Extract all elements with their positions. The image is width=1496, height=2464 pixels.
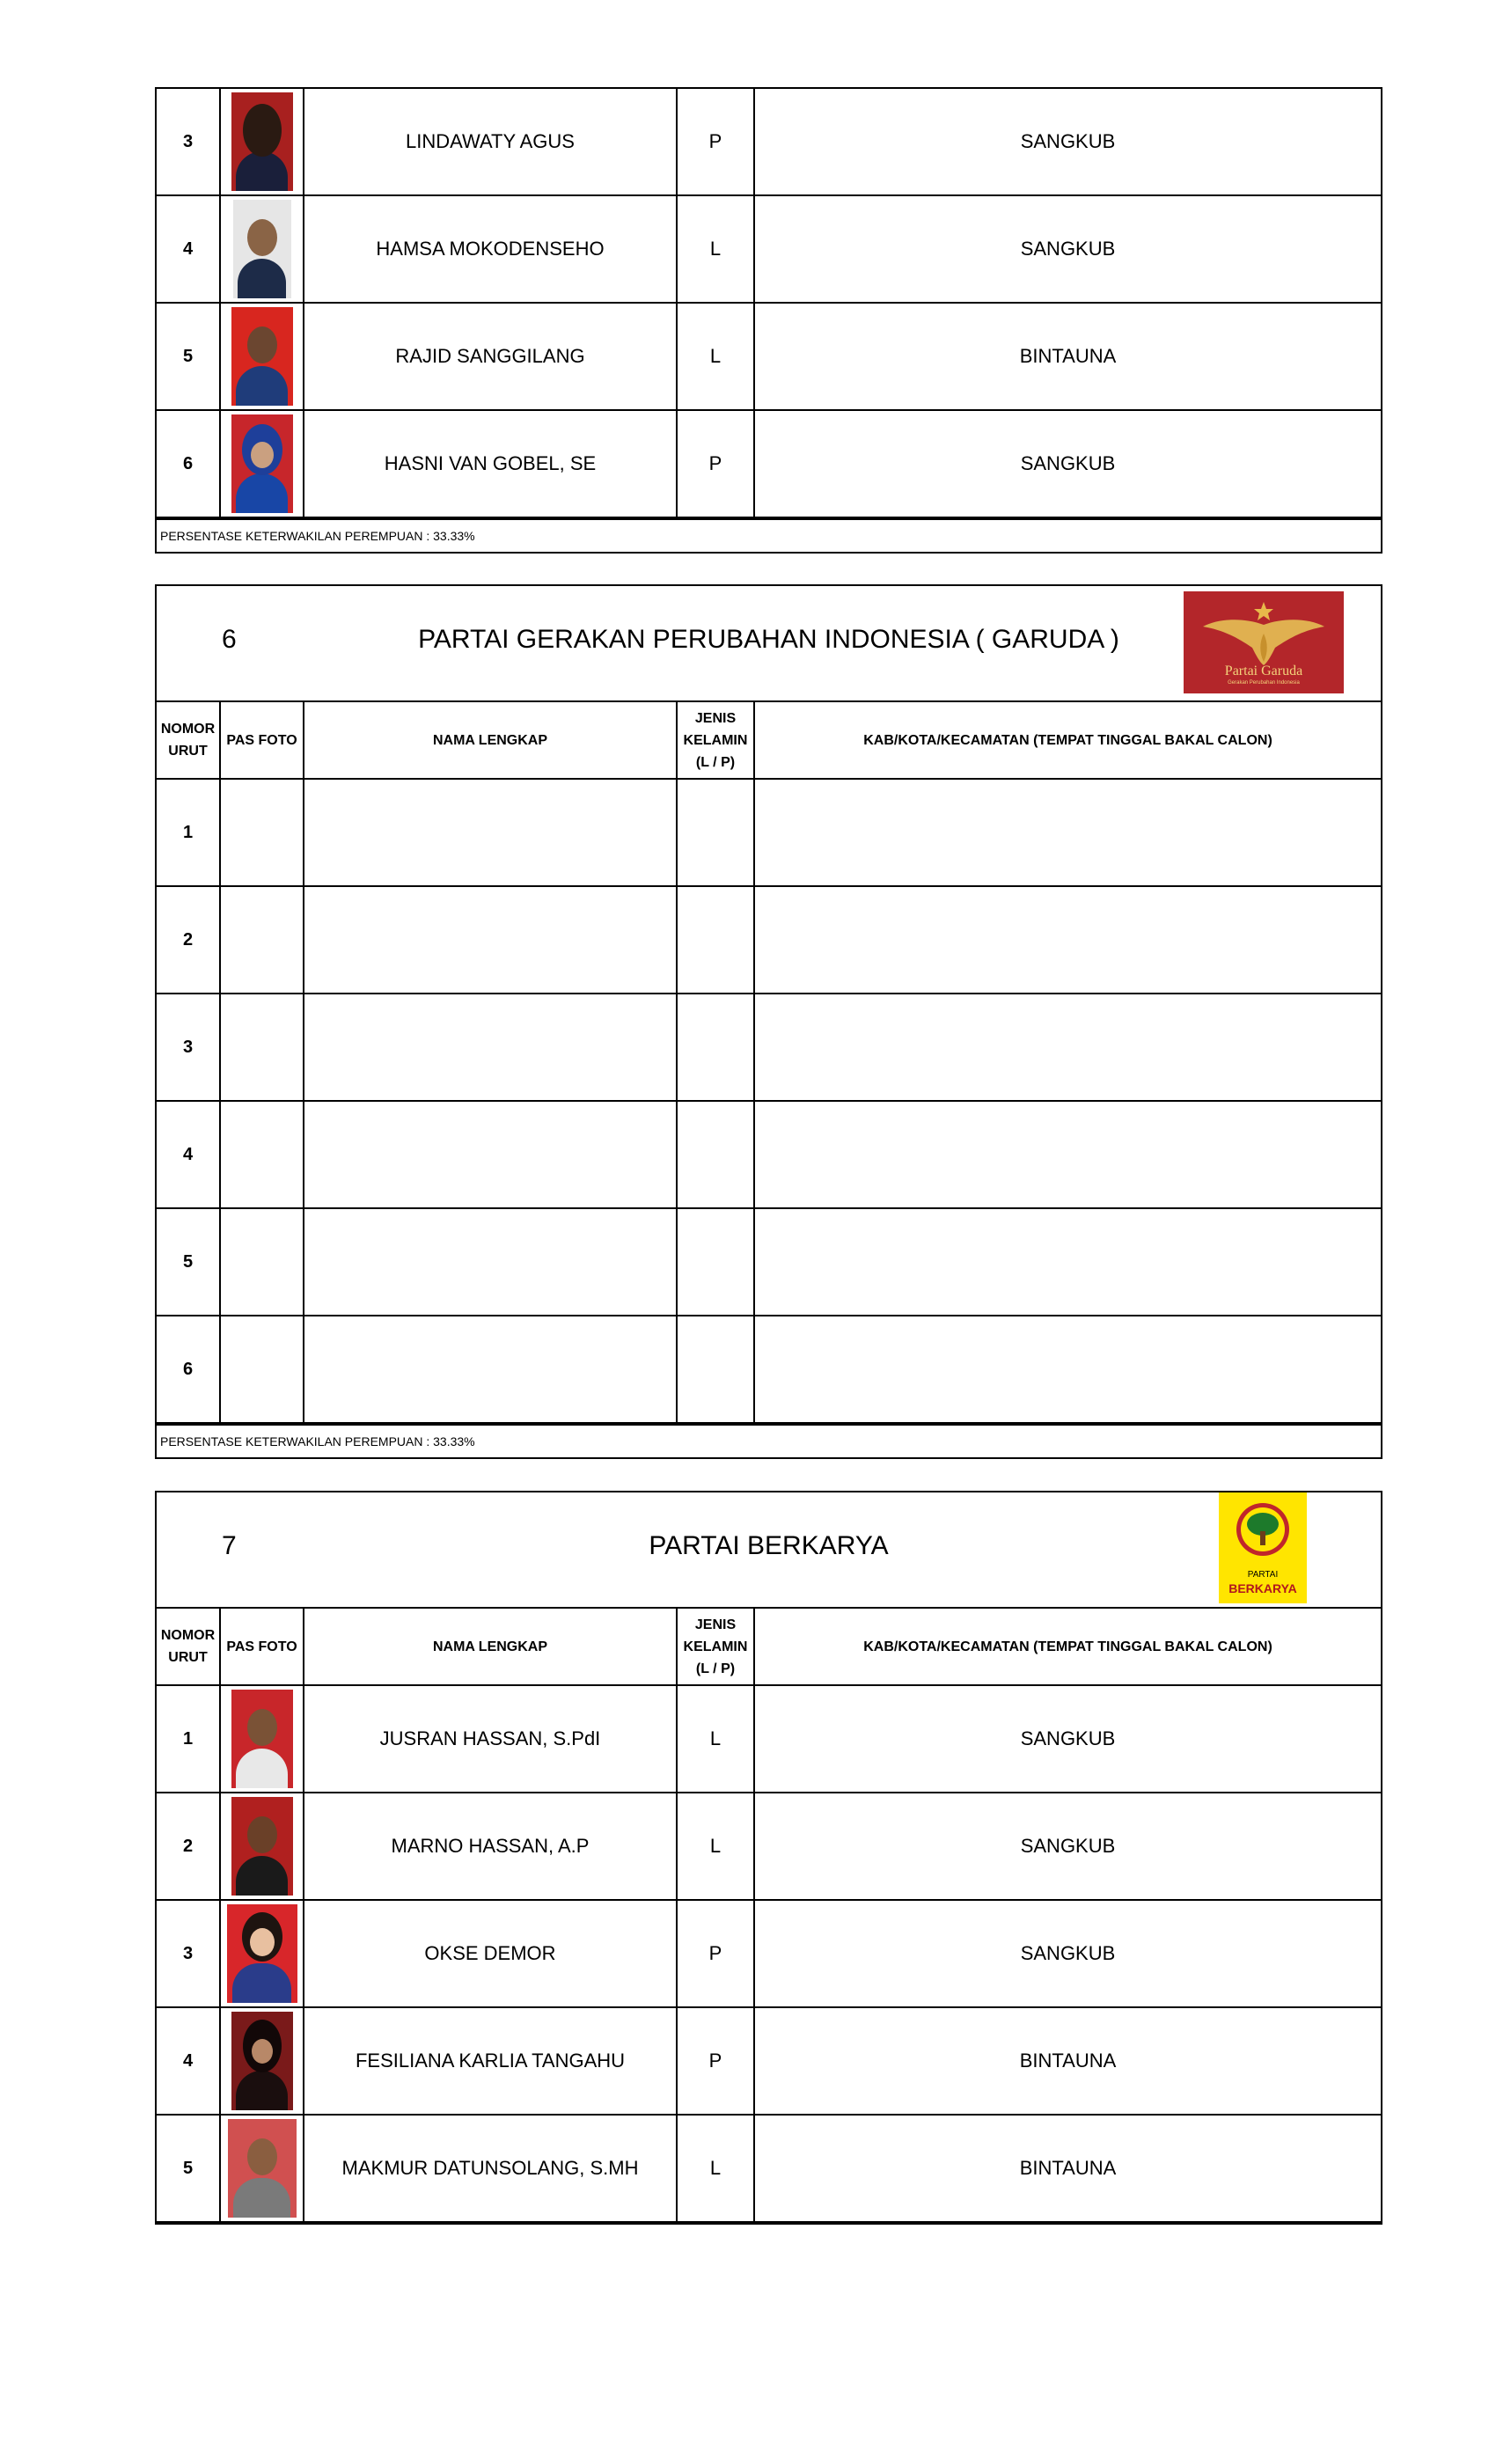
row-number: 3	[157, 1900, 220, 2007]
candidate-photo	[220, 303, 304, 410]
candidate-photo	[220, 886, 304, 994]
candidate-gender: P	[677, 1900, 754, 2007]
candidate-residence: BINTAUNA	[754, 2115, 1381, 2222]
header-jenis-kelamin: JENIS KELAMIN (L / P)	[677, 702, 754, 779]
female-representation-footer: PERSENTASE KETERWAKILAN PEREMPUAN : 33.33%	[157, 518, 1381, 552]
header-nomor-urut: NOMOR URUT	[157, 702, 220, 779]
table-row	[157, 89, 1381, 195]
candidate-photo	[220, 1900, 304, 2007]
candidate-gender: P	[677, 410, 754, 517]
header-kab-kota: KAB/KOTA/KECAMATAN (TEMPAT TINGGAL BAKAL CALON)	[754, 1609, 1381, 1685]
candidate-table	[157, 1609, 1381, 2223]
row-number: 1	[157, 1685, 220, 1793]
row-number: 5	[157, 2115, 220, 2222]
candidate-gender: P	[677, 89, 754, 195]
berkarya-logo-text: BERKARYA	[1228, 1581, 1297, 1595]
berkarya-logo-small: PARTAI	[1247, 1570, 1279, 1580]
party-number: 7	[222, 1531, 237, 1560]
table-row	[157, 779, 1381, 886]
table-row	[157, 886, 1381, 994]
row-number: 2	[157, 886, 220, 994]
row-number: 3	[157, 994, 220, 1101]
row-number: 4	[157, 1101, 220, 1208]
party-header	[157, 586, 1381, 702]
candidate-photo	[220, 2007, 304, 2115]
candidate-name: OKSE DEMOR	[304, 1900, 677, 2007]
candidate-residence: SANGKUB	[754, 1793, 1381, 1900]
candidate-name	[304, 1101, 677, 1208]
row-number: 5	[157, 303, 220, 410]
table-row	[157, 994, 1381, 1101]
header-nama-lengkap: NAMA LENGKAP	[304, 1609, 677, 1685]
candidate-name: JUSRAN HASSAN, S.PdI	[304, 1685, 677, 1793]
candidate-name: RAJID SANGGILANG	[304, 303, 677, 410]
party-section-berkarya	[155, 1491, 1382, 2225]
party-number: 6	[222, 625, 237, 654]
candidate-gender: L	[677, 195, 754, 303]
table-row	[157, 303, 1381, 410]
candidate-name	[304, 779, 677, 886]
header-jenis-kelamin: JENIS KELAMIN (L / P)	[677, 1609, 754, 1685]
table-row	[157, 1316, 1381, 1423]
table-row	[157, 2115, 1381, 2222]
candidate-photo	[220, 2115, 304, 2222]
table-row	[157, 1685, 1381, 1793]
candidate-name	[304, 886, 677, 994]
candidate-photo	[220, 1793, 304, 1900]
candidate-residence	[754, 1316, 1381, 1423]
candidate-name	[304, 1316, 677, 1423]
header-nomor-urut: NOMOR URUT	[157, 1609, 220, 1685]
candidate-gender	[677, 1316, 754, 1423]
candidate-photo	[220, 89, 304, 195]
candidate-gender: L	[677, 303, 754, 410]
header-kab-kota: KAB/KOTA/KECAMATAN (TEMPAT TINGGAL BAKAL CALON)	[754, 702, 1381, 779]
candidate-residence: SANGKUB	[754, 89, 1381, 195]
candidate-name: LINDAWATY AGUS	[304, 89, 677, 195]
row-number: 4	[157, 2007, 220, 2115]
candidate-gender	[677, 779, 754, 886]
table-row	[157, 1208, 1381, 1316]
candidate-residence	[754, 994, 1381, 1101]
party-berkarya-logo	[1219, 1492, 1307, 1603]
row-number: 3	[157, 89, 220, 195]
table-row	[157, 195, 1381, 303]
candidate-residence	[754, 1101, 1381, 1208]
garuda-logo-subtext: Gerakan Perubahan Indonesia	[1228, 680, 1300, 686]
row-number: 4	[157, 195, 220, 303]
candidate-gender	[677, 1208, 754, 1316]
candidate-residence: SANGKUB	[754, 1685, 1381, 1793]
candidate-residence: BINTAUNA	[754, 2007, 1381, 2115]
candidate-gender: L	[677, 1685, 754, 1793]
party-garuda-logo	[1184, 591, 1344, 693]
candidate-photo	[220, 195, 304, 303]
candidate-gender: L	[677, 1793, 754, 1900]
candidate-table	[157, 702, 1381, 1424]
candidate-name: MARNO HASSAN, A.P	[304, 1793, 677, 1900]
party-section-garuda	[155, 584, 1382, 1459]
candidate-residence: SANGKUB	[754, 1900, 1381, 2007]
candidate-name: MAKMUR DATUNSOLANG, S.MH	[304, 2115, 677, 2222]
header-nama-lengkap: NAMA LENGKAP	[304, 702, 677, 779]
row-number: 6	[157, 410, 220, 517]
candidate-name: HAMSA MOKODENSEHO	[304, 195, 677, 303]
candidate-name	[304, 1208, 677, 1316]
table-row	[157, 1900, 1381, 2007]
candidate-name: HASNI VAN GOBEL, SE	[304, 410, 677, 517]
party-name: PARTAI GERAKAN PERUBAHAN INDONESIA ( GARUDA )	[418, 625, 1119, 654]
garuda-logo-text: Partai Garuda	[1224, 664, 1303, 678]
candidate-photo	[220, 1101, 304, 1208]
row-number: 6	[157, 1316, 220, 1423]
candidate-photo	[220, 1316, 304, 1423]
female-representation-footer: PERSENTASE KETERWAKILAN PEREMPUAN : 33.33%	[157, 1424, 1381, 1457]
candidate-photo	[220, 779, 304, 886]
candidate-residence: SANGKUB	[754, 410, 1381, 517]
candidate-photo	[220, 1685, 304, 1793]
table-row	[157, 410, 1381, 517]
candidate-residence: BINTAUNA	[754, 303, 1381, 410]
candidate-gender: L	[677, 2115, 754, 2222]
candidate-name	[304, 994, 677, 1101]
candidate-table	[157, 89, 1381, 518]
candidate-residence	[754, 1208, 1381, 1316]
candidate-name: FESILIANA KARLIA TANGAHU	[304, 2007, 677, 2115]
candidate-photo	[220, 410, 304, 517]
candidate-table-previous-party	[155, 87, 1382, 554]
table-row	[157, 2007, 1381, 2115]
candidate-gender	[677, 994, 754, 1101]
candidate-gender	[677, 886, 754, 994]
header-pas-foto: PAS FOTO	[220, 1609, 304, 1685]
party-header	[157, 1492, 1381, 1609]
candidate-residence	[754, 779, 1381, 886]
candidate-residence: SANGKUB	[754, 195, 1381, 303]
candidate-gender	[677, 1101, 754, 1208]
row-number: 2	[157, 1793, 220, 1900]
table-header-row	[157, 702, 1381, 779]
table-header-row	[157, 1609, 1381, 1685]
candidate-photo	[220, 994, 304, 1101]
candidate-gender: P	[677, 2007, 754, 2115]
party-name: PARTAI BERKARYA	[649, 1531, 889, 1560]
candidate-photo	[220, 1208, 304, 1316]
table-row	[157, 1793, 1381, 1900]
header-pas-foto: PAS FOTO	[220, 702, 304, 779]
banyan-tree-icon	[1219, 1492, 1307, 1563]
candidate-residence	[754, 886, 1381, 994]
row-number: 1	[157, 779, 220, 886]
row-number: 5	[157, 1208, 220, 1316]
table-row	[157, 1101, 1381, 1208]
